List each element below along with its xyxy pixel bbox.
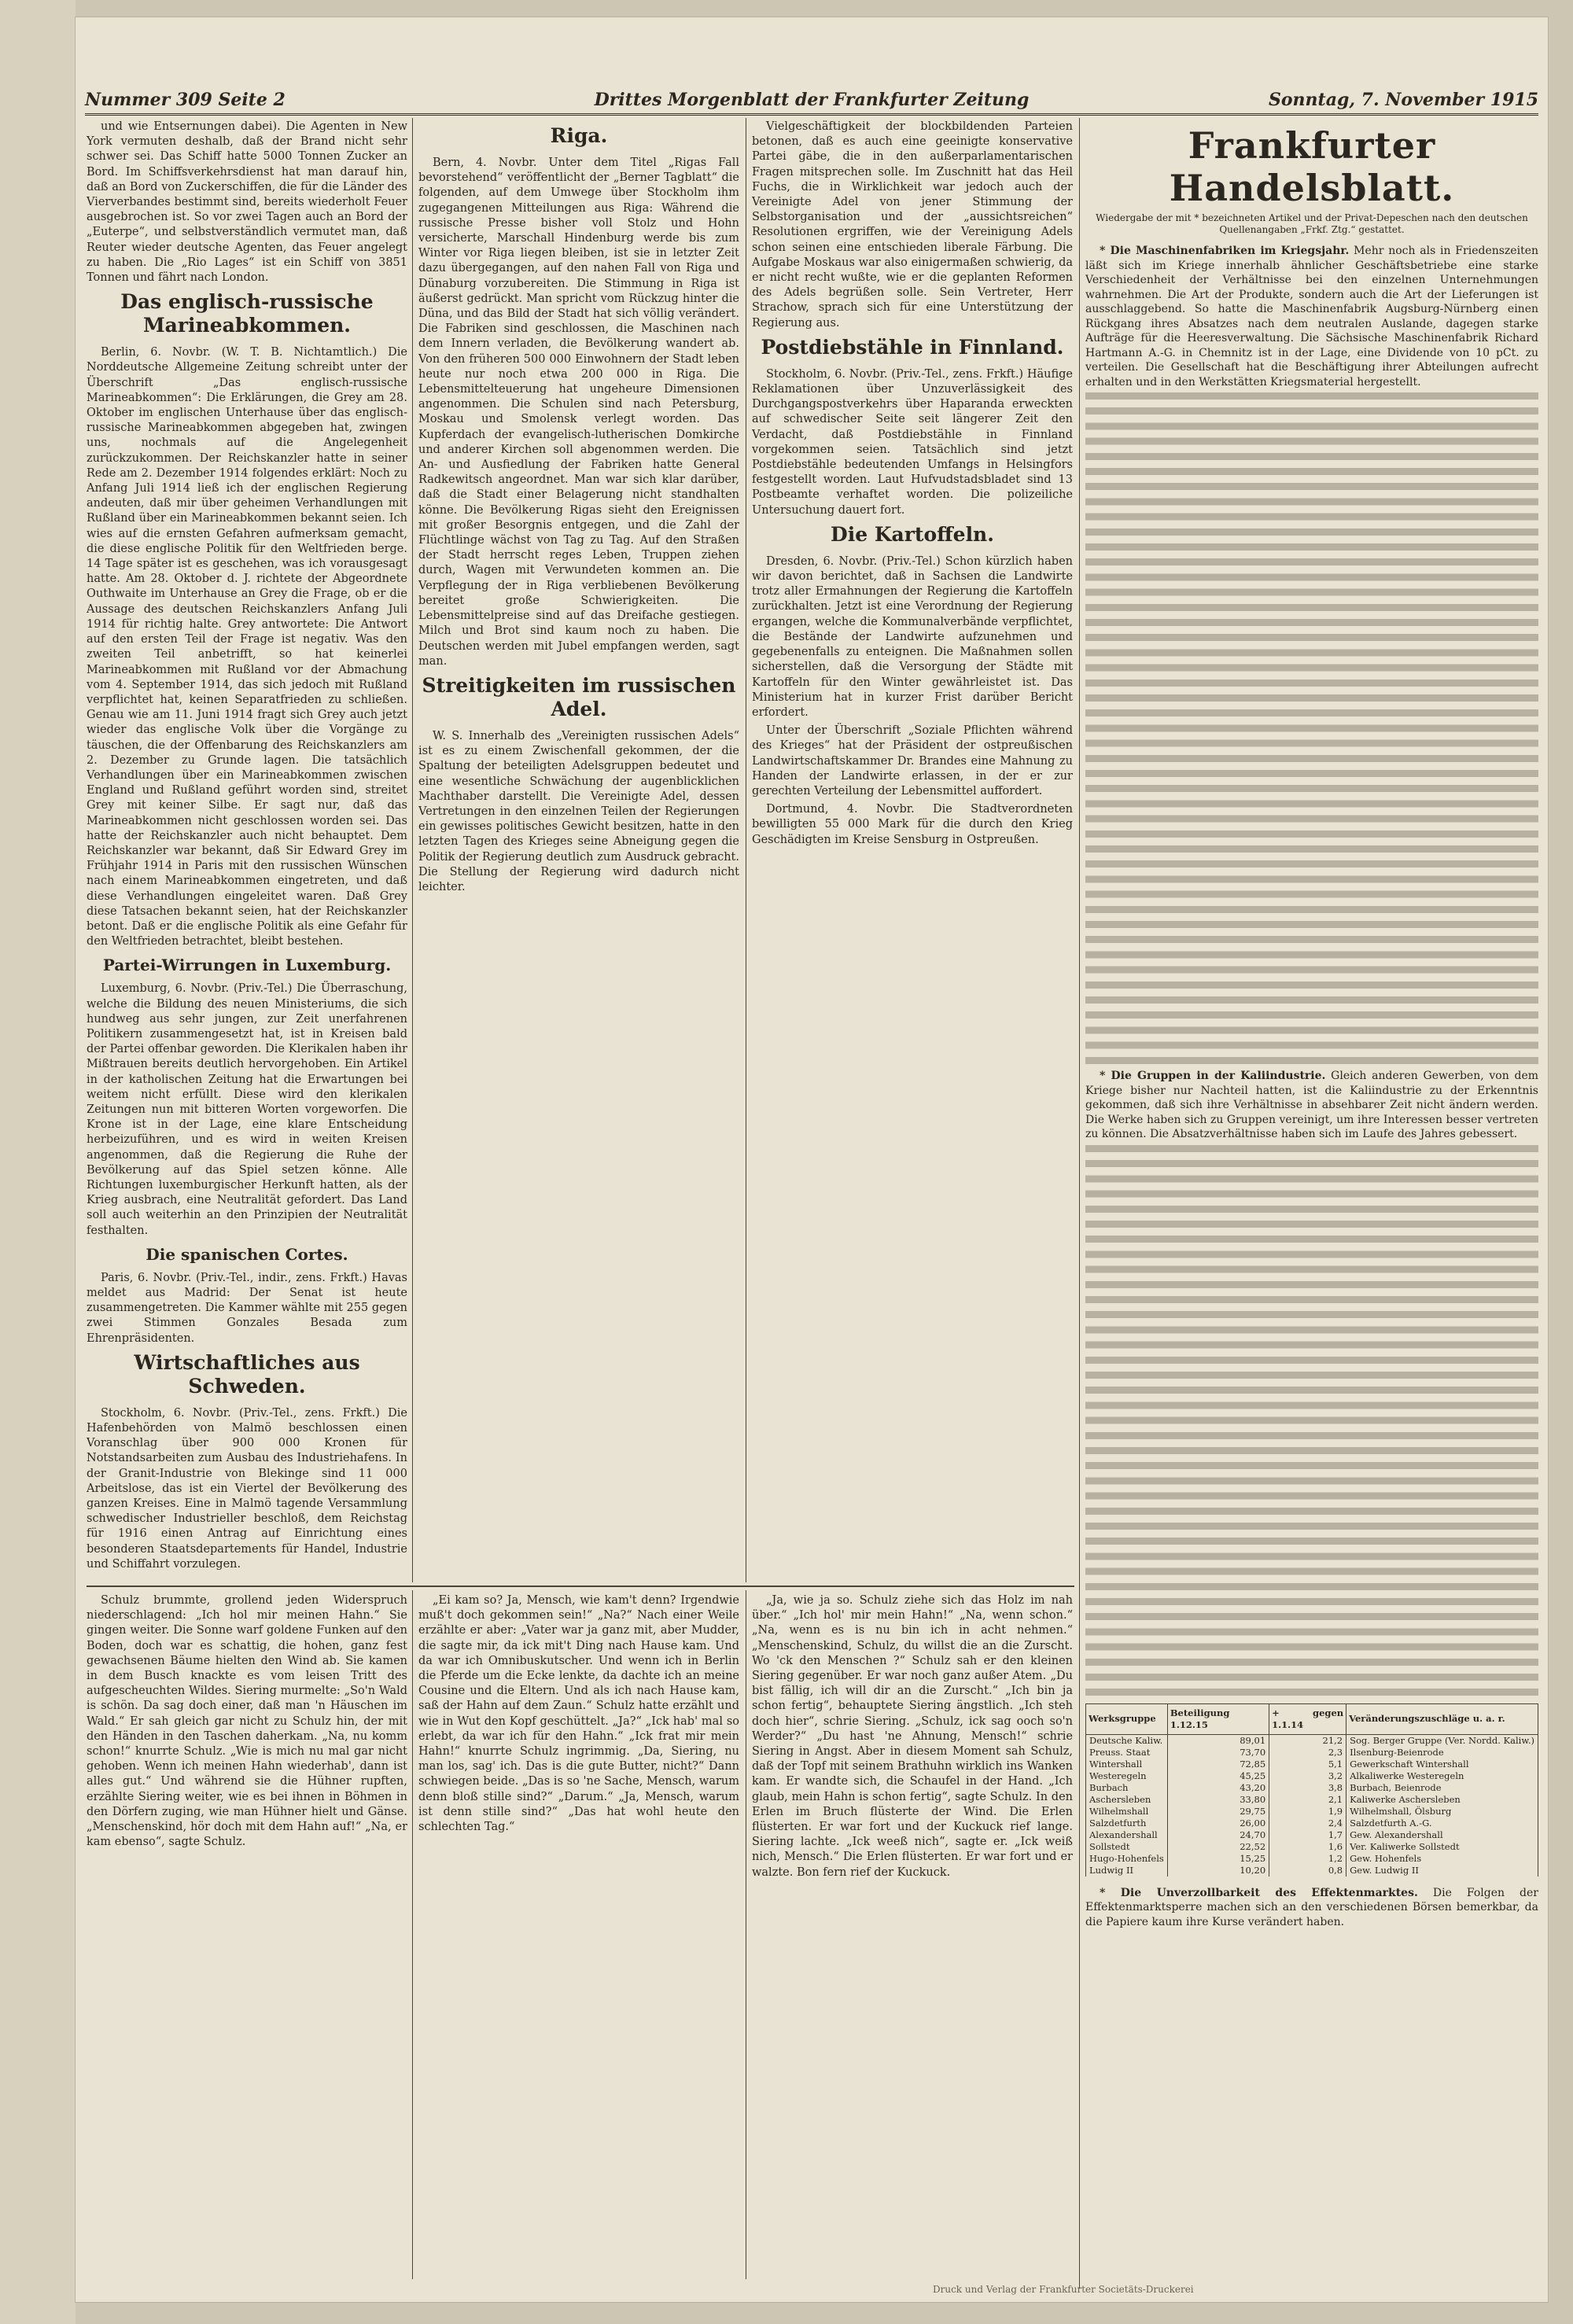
article-text: Berlin, 6. Novbr. (W. T. B. Nichtamtlich.) Die Norddeutsche Allgemeine Zeitung schreibt unter der Überschrift „Das englisch-russische Marineabkommen“: Die Erklärungen, die Grey am 28. Oktober im englischen Unterhause über das englisch-russische Marineabkommen abgegeben hat, zwingen uns, nochmals auf die Angelegenheit zurückzukommen. Der Reichskanzler hatte in seiner Rede am 2. Dezember 1914 folgendes erklärt: Noch zu Anfang Juli 1914 ließ ich der englischen Regierung andeuten, daß mir über geheimen Verhandlungen mit Rußland über ein Marineabkommen bekannt seien. Ich wies auf die ernsten Gefahren aufmerksam gemacht, die diese englische Politik für den Weltfrieden berge. 14 Tage später ist es geschehen, was ich vorausgesagt hatte. Am 28. Oktober d. J. richtete der Abgeordnete Outhwaite im Unterhause an Grey die Frage, ob er die Aussage des deutschen Reichskanzlers Anfang Juli 1914 für richtig halte. Grey antwortete: Die Antwort auf den ersten Teil der Frage ist negativ. Was den zweiten Teil anbetrifft, so hat keinerlei Marineabkommen mit Rußland vor der Abmachung vom 4. September 1914, das sich jedoch mit Rußland verpflichtet hat, keinen Separatfrieden zu schließen. Genau wie am 11. Juni 1914 fragt sich Grey auch jetzt wieder das englische Volk über die Vorgänge zu täuschen, die der Offenbarung des Reichskanzlers am 2. Dezember zu Grunde lagen. Die tatsächlich Verhandlungen über ein Marineabkommen zwischen England und Rußland geführt worden sind, streitet Grey mit keiner Silbe. Er sagt nur, daß das Marineabkommen nicht geschlossen worden sei. Das hatte der Reichskanzler auch nicht behauptet. Dem Reichskanzler war bekannt, daß Sir Edward Grey im Frühjahr 1914 in Paris mit den russischen Wünschen nach einem Marineabkommen eingetreten, und daß diese Verhandlungen eingeleitet waren. Daß Grey diese Tatsachen bekannt seien, hat der Reichskanzler betont. Daß er die englische Politik als eine Gefahr für den Weltfrieden betrachtet, bleibt bestehen.	[87, 346, 407, 948]
table-cell: 73,70	[1167, 1747, 1269, 1759]
table-row	[1086, 1818, 1538, 1829]
table-header: Beteiligung 1.12.15	[1167, 1703, 1269, 1734]
section-subtitle: Wiedergabe der mit * bezeichneten Artikel und der Privat-Depeschen nach den deutschen Quellenangaben „Frkf. Ztg.“ gestattet.	[1096, 212, 1528, 235]
article-text: Bern, 4. Novbr. Unter dem Titel „Rigas Fall bevorstehend“ veröffentlicht der „Berner Tagblatt“ die folgenden, auf dem Umwege über Stockholm ihm zugegangenen Mitteilungen aus Riga: Während die russische Presse bisher voll Stolz und Hohn versicherte, Marschall Hindenburg werde bis zum Winter vor Riga liegen bleiben, ist sie in letzter Zeit dazu übergegangen, auf den nahen Fall von Riga und Dünaburg vorzubereiten. Die Stimmung in Riga ist äußerst gedrückt. Man spricht vom Rückzug hinter die Düna, und das Bild der Stadt hat sich völlig verändert. Die Fabriken sind geschlossen, die Maschinen nach dem Innern verladen, die Bevölkerung wandert ab. Von den früheren 500 000 Einwohnern der Stadt leben heute nur noch etwa 200 000 in Riga. Die Lebensmittelteuerung hat ungeheure Dimensionen angenommen. Die Schulen sind nach Petersburg, Moskau und Smolensk verlegt worden. Das Kupferdach der evangelisch-lutherischen Domkirche und anderer Kirchen soll abgenommen werden. Die An- und Ausfiedlung der Fabriken hatte General Radkewitsch angeordnet. Man war sich klar darüber, daß die Stadt einer Belagerung nicht standhalten könne. Die Bevölkerung Rigas sieht den Ereignissen mit großer Besorgnis entgegen, und die Zahl der Flüchtlinge wächst von Tag zu Tag. Auf den Straßen der Stadt herrscht reges Leben, Truppen ziehen durch, Wagen mit Verwundeten kommen an. Die Verpflegung der in Riga verbliebenen Bevölkerung bereitet große Schwierigkeiten. Die Lebensmittelpreise sind auf das Dreifache gestiegen. Milch und Brot sind kaum noch zu haben. Die Deutschen werden mit Jubel empfangen werden, sagt man.	[418, 157, 739, 668]
article-heading: Partei-Wirrungen in Luxemburg.	[102, 956, 392, 975]
article-heading: Postdiebstähle in Finnland.	[761, 335, 1064, 359]
table-row	[1086, 1759, 1538, 1770]
table-cell: 15,25	[1167, 1853, 1269, 1865]
article-text: W. S. Innerhalb des „Vereinigten russischen Adels“ ist es zu einem Zwischenfall gekommen, der die Spaltung der beteiligten Adelsgruppen bedeutet und eine wesentliche Schwächung der augenblicklichen Machthaber darstellt. Die Vereinigte Adel, dessen Vertretungen in den einzelnen Teilen der Regierungen ein gewisses politisches Gewicht besitzen, hatte in den letzten Tagen des Krieges seine Abneigung gegen die Politik der Regierung deutlich zum Ausdruck gebracht. Die Stellung der Regierung wird dadurch nicht leichter.	[418, 729, 739, 893]
table-cell: Sollstedt	[1086, 1841, 1168, 1853]
page-number: Nummer 309 Seite 2	[85, 90, 285, 110]
imprint: Druck und Verlag der Frankfurter Societäts-Druckerei	[933, 2284, 1194, 2295]
table-cell: Ludwig II	[1086, 1865, 1168, 1877]
article-text: Vielgeschäftigkeit der blockbildenden Parteien betonen, daß es auch eine geeinigte konservative Partei gäbe, die in den außerparlamentarischen Fragen mitsprechen solle. Im Zuschnitt hat das Heil Fuchs, die in Wirklichkeit war jedoch auch der Vereinigte Adel von jener Stimmung der Selbstorganisation und der „aussichtsreichen“ Resolutionen ergriffen, wie der Vereinigung Adels schon seinen eine entschieden liberale Färbung. Die Aufgabe Moskaus war also einigermaßen schwierig, da er nicht recht wußte, wie er die geplanten Reformen des Adels begrüßen solle. Sein Vertreter, Herr Strachow, sprach sich für eine Unterstützung der Regierung aus.	[752, 120, 1073, 330]
feuilleton-column-1	[87, 1593, 407, 2278]
table-row	[1086, 1841, 1538, 1853]
article-heading: Die spanischen Cortes.	[146, 1244, 348, 1264]
table-cell: Gew. Alexandershall	[1346, 1829, 1538, 1841]
article-text: Paris, 6. Novbr. (Priv.-Tel., indir., zens. Frkft.) Havas meldet aus Madrid: Der Senat ist heute zusammengetreten. Die Kammer wählte mit 255 gegen zwei Stimmen Gonzales Besada zum Ehrenpräsidenten.	[87, 1271, 407, 1345]
article-heading: Das englisch-russische Marineabkommen.	[120, 290, 374, 337]
table-cell: Hugo-Hohenfels	[1086, 1853, 1168, 1865]
table-cell: Wilhelmshall	[1086, 1806, 1168, 1818]
article-text	[1085, 244, 1538, 389]
feuilleton-column-2	[418, 1593, 739, 2278]
table-cell: 1,7	[1269, 1829, 1346, 1841]
section-title: Frankfurter Handelsblatt.	[1169, 124, 1455, 209]
table-cell: 21,2	[1269, 1734, 1346, 1747]
table-cell: 72,85	[1167, 1759, 1269, 1770]
story-text: „Ei kam so? Ja, Mensch, wie kam't denn? Irgendwie muß't doch gekommen sein!“ „Na?“ Nach einer Weile erzählte er aber: „Vater war ja ganz mit, aber Mudder, die sagte mir, da ick mit't Ding nach Hause kam. Und da war ich Omnibuskutscher. Und wenn ich in Berlin die Pferde um die Ecke lenkte, da dachte ich an meine Cousine und die Eltern. Und als ich nach Hause kam, saß der Hahn auf dem Zaun.“ Schulz hatte erzählt und wie in Wut den Kopf geschüttelt. „Ja?“ „Ick hab' mal so erlebt, da war ich für den Hahn.“ „Ick frat mir mein Hahn!“ knurrte Schulz ingrimmig. „Da, Siering, nu man los, sag' ich. Das is die gute Butter, nicht?“ Dann schwiegen beide. „Das is so 'ne Sache, Mensch, warum denn bloß stille sind?“ „Darum.“ „Ja, Mensch, warum ist denn stille sind?“ „Das hat wohl heute den schlechten Tag.“	[418, 1594, 739, 1834]
article-text: und wie Entsernungen dabei). Die Agenten in New York vermuten deshalb, daß der Brand nicht sehr schwer sei. Das Schiff hatte 5000 Tonnen Zucker an Bord. Im Schiffsverkehrsdienst hat man darauf hin, daß an Bord von Zuckerschiffen, die für die Länder des Vierverbandes bestimmt sind, bereits wiederholt Feuer ausgebrochen ist. So vor zwei Tagen auch an Bord der „Euterpe“, und selbstverständlich vermutet man, daß Reuter wieder deutsche Agenten, das Feuer angelegt zu haben. Die „Rio Lages“ ist ein Schiff von 3851 Tonnen und fährt nach London.	[87, 120, 407, 285]
table-cell: 33,80	[1167, 1794, 1269, 1806]
table-cell: Sog. Berger Gruppe (Ver. Nordd. Kaliw.)	[1346, 1734, 1538, 1747]
table-cell: 29,75	[1167, 1806, 1269, 1818]
article-text: Stockholm, 6. Novbr. (Priv.-Tel., zens. Frkft.) Häufige Reklamationen über Unzuverlässigkeit des Durchgangspostverkehrs über Haparanda erweckten auf schwedischer Seite seit längerer Zeit den Verdacht, daß Postdiebstähle in Finnland vorgekommen seien. Tatsächlich sind jetzt Postdiebstähle bedeutenden Umfangs in Helsingfors festgestellt worden. Laut Hufvudstadsbladet sind 13 Postbeamte verhaftet worden. Die polizeiliche Untersuchung dauert fort.	[752, 367, 1073, 517]
table-cell: Gew. Ludwig II	[1346, 1865, 1538, 1877]
column-2	[418, 120, 739, 1582]
binding-margin	[0, 0, 76, 2324]
table-row	[1086, 1747, 1538, 1759]
table-cell: Kaliwerke Aschersleben	[1346, 1794, 1538, 1806]
text-continuation	[1085, 1145, 1538, 1696]
table-cell: 3,8	[1269, 1782, 1346, 1794]
story-text: „Ja, wie ja so. Schulz ziehe sich das Holz im nah über.“ „Ich hol' mir mein Hahn!“ „Na, wenn schon.“ „Na, wenn es is nu bin ich in acht nehmen.“ „Menschenskind, Schulz, du willst die an die Zurscht. Wo 'ck den Menschen ?“ Schulz sah er den kleinen Siering gegenüber. Er war noch ganz außer Atem. „Du bist fällig, ich will dir an die Zurscht.“ „Ich bin ja schon fertig“, behauptete Siering ängstlich. „Ich steh doch hier“, schrie Siering. „Schulz, ick sag ooch so'n Werder?“ „Du hast 'ne Ahnung, Mensch!“ schrie Siering in Angst. Aber in diesem Moment sah Schulz, daß der Topf mit seinem Brathuhn wirklich ins Wanken kam. Er wandte sich, die Schaufel in der Hand. „Ich glaub, mein Hahn is schon fertig“, sagte Schulz. In den Erlen im Bruch flüsterte der Wind. Die Erlen flüsterten. Er war fort und der Kuckuck rief lange. Siering lachte. „Ick weeß nich“, sagte er. „Ick weiß nich, Mensch.“ Die Erlen flüsterten. Er war fort und er walzte. Bon fern rief der Kuckuck.	[752, 1594, 1073, 1879]
article-text: Luxemburg, 6. Novbr. (Priv.-Tel.) Die Überraschung, welche die Bildung des neuen Ministeriums, die sich hundweg aus sehr jungen, zur Zeit unerfahrenen Politikern zusammengesetzt hat, ist in Kreisen bald der Partei offenbar geworden. Die Klerikalen haben ihr Mißtrauen bereits deutlich hervorgehoben. Ein Artikel in der katholischen Zeitung hat die Erwartungen bei weitem nicht erfüllt. Diese wird den klerikalen Zeitungen nun mit bitteren Worten vorgeworfen. Die Krone ist in der Lage, eine klare Entscheidung herbeizuführen, und es wird in weiten Kreisen angenommen, daß die Regierung die Ruhe der Bevölkerung auf das Spiel setzen könne. Alle Richtungen luxemburgischer Herkunft hatten, als der Krieg ausbrach, eine Neutralität gefordert. Das Land soll auch weiterhin an den Prinzipien der Neutralität festhalten.	[87, 982, 407, 1237]
article-body: Die Folgen der Effektenmarktsperre machen sich an den verschiedenen Börsen bemerkbar, da die Papiere kaum ihre Kurse verändert haben.	[1085, 1886, 1538, 1928]
table-row	[1086, 1794, 1538, 1806]
article-text: Dresden, 6. Novbr. (Priv.-Tel.) Schon kürzlich haben wir davon berichtet, daß in Sachsen die Landwirte trotz aller Ermahnungen der Regierung die Kartoffeln zurückhalten. Jetzt ist eine Verordnung der Regierung ergangen, welche die Kommunalverbände verpflichtet, die Bestände der Landwirte aufzunehmen und gegebenenfalls zu enteignen. Die Maßnahmen sollen sicherstellen, daß die Versorgung der Städte mit Kartoffeln für den Winter gewährleistet ist. Das Ministerium hat in kurzer Frist darüber Bericht erfordert.	[752, 554, 1073, 719]
table-cell: 89,01	[1167, 1734, 1269, 1747]
table-cell: 2,3	[1269, 1747, 1346, 1759]
masthead	[85, 88, 1538, 116]
table-header: + gegen 1.1.14	[1269, 1703, 1346, 1734]
table-cell: 1,6	[1269, 1841, 1346, 1853]
table-cell: 1,2	[1269, 1853, 1346, 1865]
table-cell: 2,1	[1269, 1794, 1346, 1806]
table-cell: Wintershall	[1086, 1759, 1168, 1770]
table-cell: 2,4	[1269, 1818, 1346, 1829]
feuilleton-rule	[87, 1586, 1074, 1587]
article-heading: Streitigkeiten im russischen Adel.	[422, 673, 736, 720]
table-row	[1086, 1734, 1538, 1747]
table-header: Veränderungszuschläge u. a. r.	[1346, 1703, 1538, 1734]
table-cell: Westeregeln	[1086, 1770, 1168, 1782]
column-rule	[412, 118, 413, 1582]
column-1	[87, 120, 407, 1582]
table-cell: Salzdetfurth	[1086, 1818, 1168, 1829]
table-row	[1086, 1865, 1538, 1877]
table-cell: 5,1	[1269, 1759, 1346, 1770]
table-row	[1086, 1853, 1538, 1865]
table-cell: Gew. Hohenfels	[1346, 1853, 1538, 1865]
table-cell: 45,25	[1167, 1770, 1269, 1782]
table-cell: Gewerkschaft Wintershall	[1346, 1759, 1538, 1770]
table-cell: Alexandershall	[1086, 1829, 1168, 1841]
article-heading: * Die Unverzollbarkeit des Effektenmarktes.	[1100, 1886, 1418, 1899]
table-cell: 10,20	[1167, 1865, 1269, 1877]
article-text: Unter der Überschrift „Soziale Pflichten während des Krieges“ hat der Präsident der ostpreußischen Landwirtschaftskammer Dr. Brandes eine Mahnung zu Handen der Landwirte erlassen, in der er zur gerechten Verteilung der Lebensmittel auffordert.	[752, 724, 1073, 797]
newspaper-page	[76, 17, 1548, 2302]
newspaper-edition-title: Drittes Morgenblatt der Frankfurter Zeitung	[594, 90, 1030, 110]
table-cell: Ilsenburg-Beienrode	[1346, 1747, 1538, 1759]
column-rule	[1079, 118, 1080, 2289]
article-heading: * Die Gruppen in der Kaliindustrie.	[1100, 1070, 1326, 1082]
table-row	[1086, 1782, 1538, 1794]
article-heading: Wirtschaftliches aus Schweden.	[134, 1350, 360, 1398]
table-cell: 22,52	[1167, 1841, 1269, 1853]
table-cell: 43,20	[1167, 1782, 1269, 1794]
table-cell: 1,9	[1269, 1806, 1346, 1818]
table-cell: Alkaliwerke Westeregeln	[1346, 1770, 1538, 1782]
article-text: Dortmund, 4. Novbr. Die Stadtverordneten bewilligten 55 000 Mark für die durch den Krieg Geschädigten im Kreise Sensburg in Ostpreußen.	[752, 803, 1073, 846]
table-cell: 26,00	[1167, 1818, 1269, 1829]
table-cell: 3,2	[1269, 1770, 1346, 1782]
table-cell: 24,70	[1167, 1829, 1269, 1841]
kali-groups-table	[1085, 1703, 1538, 1877]
table-cell: Ver. Kaliwerke Sollstedt	[1346, 1841, 1538, 1853]
article-text: Stockholm, 6. Novbr. (Priv.-Tel., zens. Frkft.) Die Hafenbehörden von Malmö beschlossen einen Voranschlag über 900 000 Kronen für Notstandsarbeiten zum Ausbau des Industriehafens. In der Granit-Industrie von Blekinge sind 11 000 Arbeitslose, das ist ein Viertel der Bevölkerung des ganzen Kreises. Eine in Malmö tagende Versammlung schwedischer Industrieller beschloß, dem Reichstag für 1916 einen Antrag auf Einrichtung eines besonderen Staatsdepartements für Handel, Industrie und Schiffahrt vorzulegen.	[87, 1406, 407, 1571]
article-body: Gleich anderen Gewerben, von dem Kriege bisher nur Nachteil hatten, ist die Kaliindustrie zu der Erkenntnis gekommen, daß sich ihre Verhältnisse in absehbarer Zeit nicht ändern werden. Die Werke haben sich zu Gruppen vereinigt, um ihre Interessen besser vertreten zu können. Die Absatzverhältnisse haben sich im Laufe des Jahres gebessert.	[1085, 1070, 1538, 1140]
table-cell: Burbach, Beienrode	[1346, 1782, 1538, 1794]
story-text: Schulz brummte, grollend jeden Widerspruch niederschlagend: „Ich hol mir meinen Hahn.“ Sie gingen weiter. Die Sonne warf goldene Funken auf den Boden, doch war es schattig, die hohen, ganz fest gewachsenen Bäume hielten den Wind ab. Sie kamen in dem Busch knackte es vom leisen Tritt des aufgescheuchten Wildes. Siering murmelte: „So'n Wald is schön. Da sag doch einer, daß man 'n Häuschen im Wald.“ Er sah gleich gar nicht zu Schulz hin, der mit den Händen in den Taschen daherkam. „Na, nu komm schon!“ knurrte Schulz. „Wie is mich nu mal gar nicht gehoben. Wenn ich meinen Hahn wiederhab', dann ist alles gut.“ Und während sie die Hühner rupften, erzählte Siering weiter, wie es bei ihnen in Böhmen in den Dörfern zuging, wie man Hühner hielt und Gänse. „Menschenskind, hör doch mit dem Hahn auf!“ „Na, er kam ebenso“, sagte Schulz.	[87, 1594, 407, 1849]
table-cell: Aschersleben	[1086, 1794, 1168, 1806]
text-continuation	[1085, 392, 1538, 1069]
table-cell: Preuss. Staat	[1086, 1747, 1168, 1759]
article-body: Mehr noch als in Friedenszeiten läßt sich im Kriege innerhalb ähnlicher Geschäftsbetriebe eine starke Verschiedenheit der Verhältnisse bei den einzelnen Unternehmungen wahrnehmen. Die Art der Produkte, sondern auch die Art der Lieferungen ist ausschlaggebend. So hatte die Maschinenfabrik Augsburg-Nürnberg einen Rückgang ihres Absatzes nach dem neutralen Auslande, dagegen starke Aufträge für die Heeresverwaltung. Die Sächsische Maschinenfabrik Richard Hartmann A.-G. in Chemnitz ist in der Lage, eine Dividende von 10 pCt. zu verteilen. Die Gesellschaft hat die Beschäftigung ihrer Abteilungen aufrecht erhalten und in den Werkstätten Kriegsmaterial hergestellt.	[1085, 245, 1538, 389]
table-cell: 0,8	[1269, 1865, 1346, 1877]
table-cell: Wilhelmshall, Ölsburg	[1346, 1806, 1538, 1818]
table-row	[1086, 1770, 1538, 1782]
article-text	[1085, 1069, 1538, 1142]
table-cell: Deutsche Kaliw.	[1086, 1734, 1168, 1747]
table-cell: Burbach	[1086, 1782, 1168, 1794]
table-row	[1086, 1829, 1538, 1841]
article-text	[1085, 1886, 1538, 1930]
handelsblatt-column	[1085, 118, 1538, 2273]
article-heading: * Die Maschinenfabriken im Kriegsjahr.	[1100, 245, 1350, 257]
article-heading: Die Kartoffeln.	[831, 522, 994, 546]
feuilleton-column-3	[752, 1593, 1073, 2278]
column-3	[752, 120, 1073, 1582]
table-header: Werksgruppe	[1086, 1703, 1168, 1734]
issue-date: Sonntag, 7. November 1915	[1269, 90, 1538, 110]
table-cell: Salzdetfurth A.-G.	[1346, 1818, 1538, 1829]
column-rule	[412, 1590, 413, 2279]
table-row	[1086, 1806, 1538, 1818]
article-heading: Riga.	[550, 124, 608, 147]
